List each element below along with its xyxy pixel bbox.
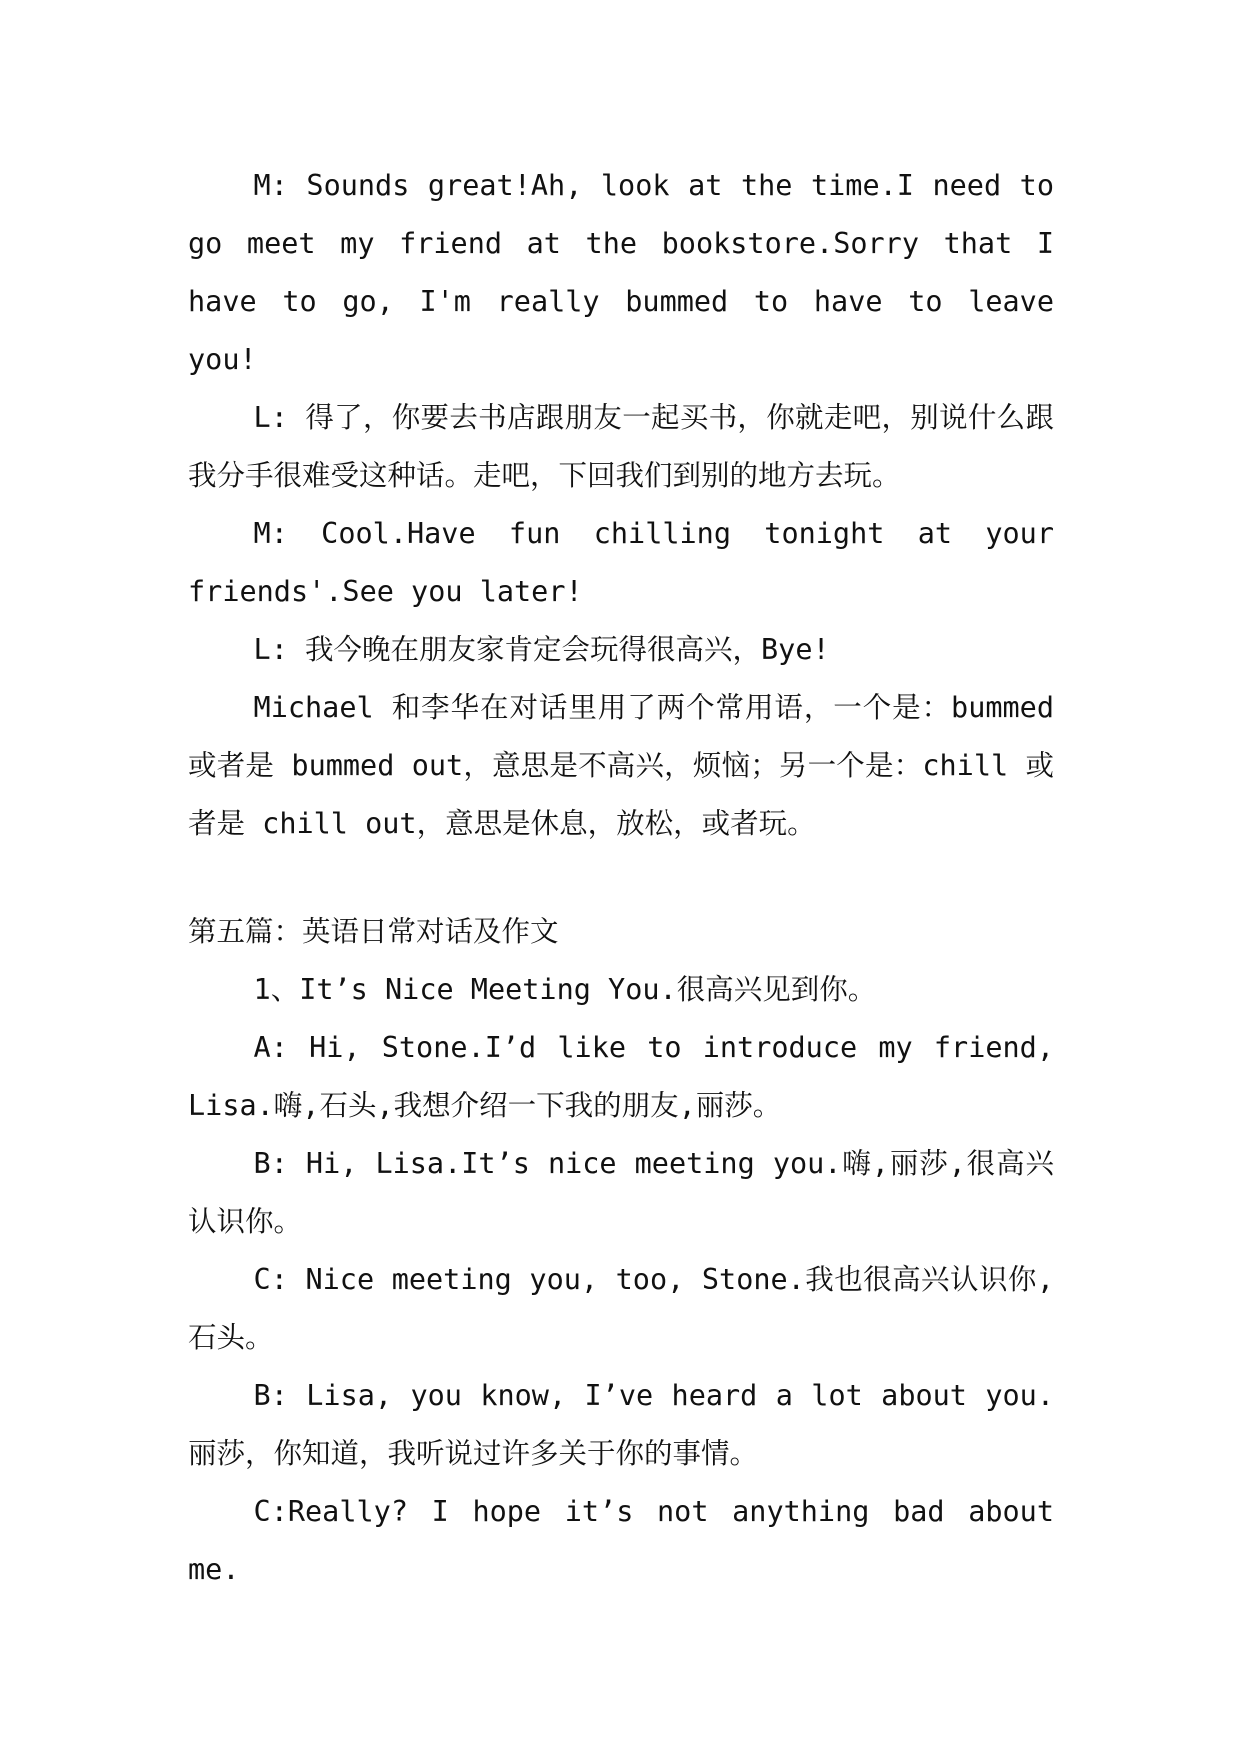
dialogue-paragraph: L: 我今晚在朋友家肯定会玩得很高兴，Bye! — [253, 633, 830, 666]
dialogue-paragraph: A: Hi, Stone.I’d like to introduce my friend, Lisa.嗨,石头,我想介绍一下我的朋友,丽莎。 — [188, 1031, 1054, 1122]
dialogue-paragraph: C:Really? I hope it’s not anything bad about me. — [188, 1495, 1054, 1586]
document-body — [188, 157, 1054, 1599]
explanation-paragraph: Michael 和李华在对话里用了两个常用语，一个是：bummed 或者是 bummed out，意思是不高兴，烦恼；另一个是：chill 或者是 chill out，意思是休息，放松，或者玩。 — [188, 691, 1054, 840]
dialogue-paragraph: B: Hi, Lisa.It’s nice meeting you.嗨,丽莎,很高兴认识你。 — [188, 1147, 1054, 1238]
dialogue-paragraph: C: Nice meeting you, too, Stone.我也很高兴认识你,石头。 — [188, 1263, 1054, 1354]
dialogue-paragraph: M: Sounds great!Ah, look at the time.I need to go meet my friend at the bookstore.Sorry that I have to go, I'm really bummed to have to leave you! — [188, 169, 1054, 376]
dialogue-paragraph: M: Cool.Have fun chilling tonight at your friends'.See you later! — [188, 517, 1054, 608]
dialogue-paragraph: B: Lisa, you know, I’ve heard a lot about you.丽莎，你知道，我听说过许多关于你的事情。 — [188, 1379, 1054, 1470]
dialogue-paragraph: L: 得了，你要去书店跟朋友一起买书，你就走吧，别说什么跟我分手很难受这种话。走吧，下回我们到别的地方去玩。 — [188, 401, 1054, 492]
section-heading: 第五篇：英语日常对话及作文 — [188, 915, 559, 948]
lesson-title: 1、It’s Nice Meeting You.很高兴见到你。 — [253, 973, 877, 1006]
